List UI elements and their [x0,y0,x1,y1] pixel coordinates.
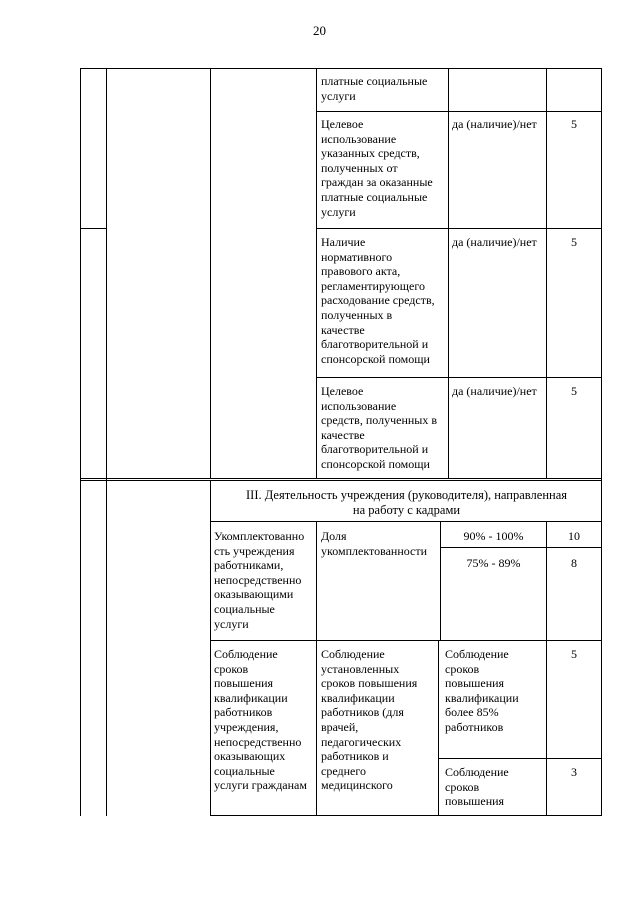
table-cell-indicator: Укомплектованно сть учреждения работниками, непосредственно оказывающими социальные услуги [214,529,305,631]
table-cell-score: 5 [571,384,577,398]
table-cell-score: 3 [571,765,577,779]
table-cell-score: 5 [571,235,577,249]
section-header: III. Деятельность учреждения (руководителя), направленная на работу с кадрами [246,488,567,517]
table-line [80,68,81,816]
table-cell-criterion: Целевое использование указанных средств, полученных от граждан за оказанные платные социальные услуги [321,117,433,219]
table-cell-level: Соблюдение сроков повышения квалификации более 85% работников [445,647,519,734]
table-line [316,228,602,229]
page-number: 20 [313,23,326,38]
table-cell-range: 75% - 89% [466,556,521,570]
table-line [80,228,107,229]
table-line [438,758,602,759]
table-line [210,480,211,816]
table-cell-criterion: Целевое использование средств, полученных в качестве благотворительной и спонсорской помощи [321,384,438,471]
table-line [80,68,602,69]
table-line [438,640,439,816]
table-line [440,547,602,548]
table-cell-score: 5 [571,117,577,131]
table-line [80,478,602,479]
table-cell-measure: да (наличие)/нет [452,384,537,398]
table-cell-criterion: Наличие нормативного правового акта, регламентирующего расходование средств, полученных в качестве благотворительной и спонсорской помощи [321,235,435,366]
table-cell-range: 90% - 100% [463,529,524,543]
table-cell-score: 8 [571,556,577,570]
table-cell-criterion: Доля укомплектованности [321,529,428,558]
table-cell-level: Соблюдение сроков повышения [445,765,509,809]
table-line [210,640,602,641]
table-line [316,377,602,378]
table-line [316,521,317,816]
table-line [316,111,602,112]
table-cell-score: 5 [571,647,577,661]
table-cell-measure: да (наличие)/нет [452,235,537,249]
table-line [316,68,317,478]
table-cell-criterion: платные социальные услуги [321,74,428,103]
table-cell-indicator: Соблюдение сроков повышения квалификации работников учреждения, непосредственно оказывающих социальные услуги гражданам [214,647,307,793]
table-cell-score: 10 [568,529,580,543]
table-line [601,68,602,816]
table-line [448,68,449,478]
table-line [210,815,602,816]
table-line [210,68,211,478]
table-line [80,480,602,481]
table-line [210,521,602,522]
table-line [106,68,107,816]
table-cell-measure: да (наличие)/нет [452,117,537,131]
table-cell-criterion: Соблюдение установленных сроков повышения квалификации работников (для врачей, педагогических работников и среднего медицинского [321,647,418,793]
